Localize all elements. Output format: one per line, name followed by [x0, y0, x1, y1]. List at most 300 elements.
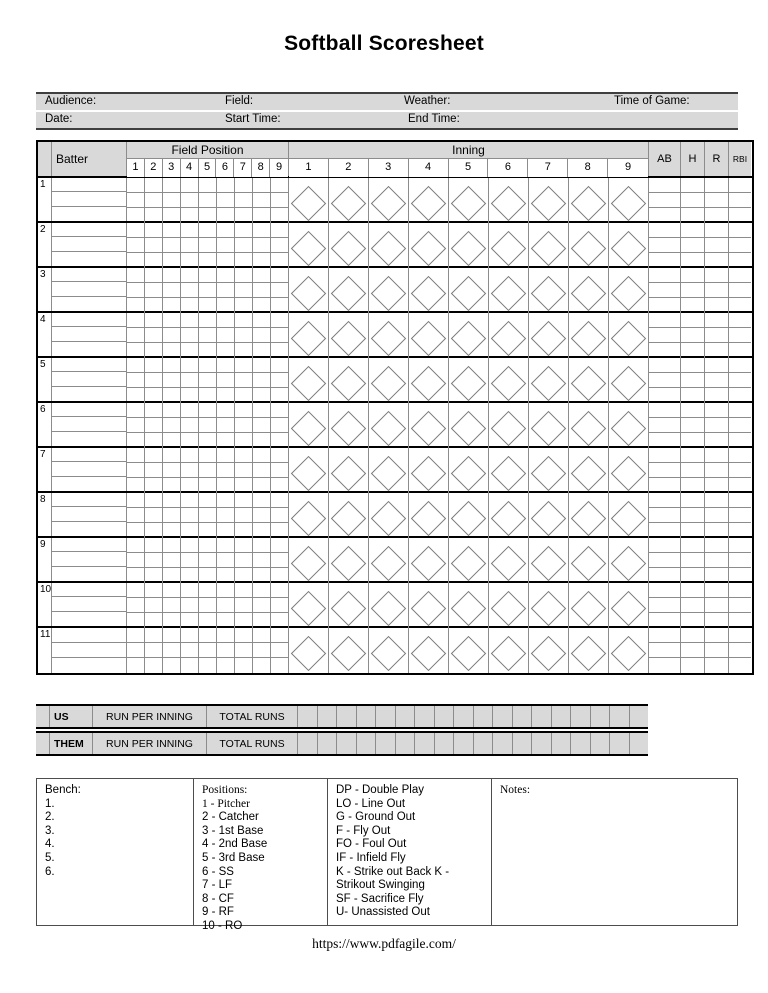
field-position-cell [271, 358, 289, 373]
base-diamond-icon [331, 546, 366, 581]
stat-cell [681, 643, 705, 658]
fp-header-number: 2 [145, 159, 163, 177]
base-diamond-icon [371, 411, 406, 446]
inning-cell [609, 223, 649, 268]
totals-blank-cell [571, 733, 591, 754]
bench-item: 5. [45, 851, 55, 864]
field-position-cell [181, 448, 199, 463]
field-position-cell [163, 598, 181, 613]
batter-number-cell: 9 [38, 538, 52, 581]
totals-blank-cell [610, 733, 630, 754]
stat-cell [649, 598, 681, 613]
inning-cell [369, 403, 409, 448]
field-position-cell [163, 343, 181, 358]
field-position-grid [127, 358, 289, 401]
fp-header-number: 3 [163, 159, 181, 177]
field-position-grid [127, 268, 289, 311]
inning-cell [609, 403, 649, 448]
field-position-cell [127, 553, 145, 568]
stat-cell [649, 628, 681, 643]
base-diamond-icon [491, 546, 526, 581]
field-position-cell [145, 553, 163, 568]
stat-cell [681, 508, 705, 523]
totals-blank-cell [337, 733, 357, 754]
field-position-grid [127, 493, 289, 536]
inning-cell [289, 538, 329, 583]
base-diamond-icon [531, 546, 566, 581]
batter-name-line [52, 237, 126, 251]
inning-cell [529, 223, 569, 268]
field-position-cell [181, 463, 199, 478]
inning-cell [489, 403, 529, 448]
inning-cell [489, 493, 529, 538]
totals-blank-cell [493, 706, 513, 727]
field-position-cell [253, 493, 271, 508]
stat-cell [729, 478, 751, 493]
totals-blank-cell [396, 706, 416, 727]
stat-cell [729, 328, 751, 343]
stat-cell [681, 313, 705, 328]
field-position-cell [253, 583, 271, 598]
field-position-cell [235, 283, 253, 298]
field-position-cell [181, 613, 199, 628]
field-position-cell [145, 523, 163, 538]
batter-name-line [52, 282, 126, 296]
field-position-cell [217, 283, 235, 298]
stat-cell [649, 208, 681, 223]
field-position-cell [235, 193, 253, 208]
field-position-cell [217, 568, 235, 583]
field-position-cell [163, 448, 181, 463]
batter-number-cell: 10 [38, 583, 52, 626]
inning-cell [529, 628, 569, 673]
inning-cell [409, 493, 449, 538]
batter-name-line [52, 462, 126, 476]
field-position-cell [163, 553, 181, 568]
totals-blank-cell [493, 733, 513, 754]
stats-grid [649, 403, 751, 446]
stat-cell [705, 403, 729, 418]
inning-cell [409, 583, 449, 628]
field-position-cell [127, 403, 145, 418]
field-position-cell [181, 583, 199, 598]
field-position-cell [163, 478, 181, 493]
field-position-cell [253, 403, 271, 418]
field-position-cell [145, 268, 163, 283]
field-position-cell [145, 508, 163, 523]
field-position-cell [235, 628, 253, 643]
stat-cell [649, 613, 681, 628]
stat-cell [681, 298, 705, 313]
base-diamond-icon [371, 636, 406, 671]
batter-name-line [52, 432, 126, 446]
abbreviation-item: K - Strike out Back K - Strikout Swinging [336, 865, 450, 892]
stat-cell [681, 178, 705, 193]
field-position-grid [127, 628, 289, 673]
field-position-cell [127, 508, 145, 523]
base-diamond-icon [571, 366, 606, 401]
field-position-cell [127, 538, 145, 553]
field-position-cell [235, 403, 253, 418]
batter-name-line [52, 252, 126, 266]
stat-cell [681, 343, 705, 358]
stat-cell [705, 508, 729, 523]
field-position-cell [271, 523, 289, 538]
field-position-cell [253, 298, 271, 313]
base-diamond-icon [611, 276, 646, 311]
total-runs-label: TOTAL RUNS [207, 706, 298, 727]
inning-cell [449, 448, 489, 493]
field-position-cell [181, 268, 199, 283]
stats-grid [649, 493, 751, 536]
notes-column [491, 779, 737, 925]
game-info-bar [36, 92, 738, 130]
stat-cell [705, 328, 729, 343]
fp-header-number: 1 [127, 159, 145, 177]
field-position-grid [127, 403, 289, 446]
field-position-cell [217, 583, 235, 598]
field-position-cell [235, 463, 253, 478]
field-position-cell [253, 193, 271, 208]
field-position-cell [127, 298, 145, 313]
stat-cell [705, 208, 729, 223]
inning-cell [409, 628, 449, 673]
stat-cell [705, 613, 729, 628]
field-position-cell [181, 643, 199, 658]
base-diamond-icon [611, 456, 646, 491]
base-diamond-icon [451, 501, 486, 536]
field-position-cell [163, 193, 181, 208]
field-position-cell [217, 553, 235, 568]
stat-cell [729, 643, 751, 658]
field-position-cell [235, 388, 253, 403]
inning-cell [569, 448, 609, 493]
inning-header-number: 3 [369, 159, 409, 177]
batter-name-line [52, 297, 126, 311]
inning-cell [289, 448, 329, 493]
stat-cell [649, 568, 681, 583]
field-position-cell [163, 268, 181, 283]
base-diamond-icon [451, 321, 486, 356]
stat-cell [681, 523, 705, 538]
stat-cell [729, 223, 751, 238]
inning-cell [569, 583, 609, 628]
base-diamond-icon [571, 456, 606, 491]
base-diamond-icon [411, 591, 446, 626]
batter-block [38, 403, 752, 448]
stats-grid [649, 358, 751, 401]
field-position-cell [199, 583, 217, 598]
field-position-cell [181, 373, 199, 388]
field-position-cell [163, 178, 181, 193]
totals-blank-cell [474, 706, 494, 727]
inning-cell [569, 178, 609, 223]
inning-cell [369, 313, 409, 358]
batter-block [38, 268, 752, 313]
stat-cell [681, 568, 705, 583]
base-diamond-icon [531, 276, 566, 311]
stat-cell [729, 253, 751, 268]
inning-cell [449, 178, 489, 223]
field-position-cell [181, 328, 199, 343]
totals-number-cell [36, 706, 50, 727]
base-diamond-icon [611, 636, 646, 671]
inning-cell [569, 223, 609, 268]
field-position-cell [271, 283, 289, 298]
field-label: Field: [225, 95, 254, 107]
field-position-cell [217, 298, 235, 313]
inning-cell [289, 403, 329, 448]
stat-cell [705, 658, 729, 673]
inning-cell [489, 313, 529, 358]
base-diamond-icon [491, 366, 526, 401]
field-position-cell [163, 538, 181, 553]
batter-name-line [52, 313, 126, 327]
field-position-grid [127, 583, 289, 626]
field-position-cell [199, 478, 217, 493]
base-diamond-icon [571, 411, 606, 446]
field-position-header-group [127, 142, 289, 176]
batter-block [38, 493, 752, 538]
run-per-inning-label: RUN PER INNING [93, 706, 207, 727]
field-position-cell [217, 238, 235, 253]
field-position-cell [163, 373, 181, 388]
inning-cell [529, 178, 569, 223]
base-diamond-icon [411, 501, 446, 536]
field-position-cell [127, 583, 145, 598]
position-item: 2 - Catcher [202, 811, 259, 824]
field-position-cell [235, 268, 253, 283]
inning-cell [369, 223, 409, 268]
field-position-cell [217, 343, 235, 358]
field-position-cell [127, 313, 145, 328]
stat-cell [681, 463, 705, 478]
abbreviation-item: DP - Double Play [336, 784, 424, 796]
inning-cell [489, 448, 529, 493]
field-position-cell [181, 253, 199, 268]
base-diamond-icon [491, 186, 526, 221]
totals-row-them [36, 731, 648, 756]
stat-cell [705, 538, 729, 553]
field-position-cell [145, 418, 163, 433]
field-position-cell [163, 328, 181, 343]
field-position-cell [271, 238, 289, 253]
inning-cell [489, 268, 529, 313]
inning-cell [489, 358, 529, 403]
base-diamond-icon [491, 321, 526, 356]
stat-cell [729, 628, 751, 643]
inning-cell [409, 358, 449, 403]
stat-cell [649, 253, 681, 268]
inning-header-number: 9 [625, 161, 632, 173]
field-position-cell [217, 388, 235, 403]
field-position-cell [181, 493, 199, 508]
field-position-cell [199, 193, 217, 208]
field-position-grid [127, 538, 289, 581]
totals-blank-cell [435, 733, 455, 754]
bench-item: 6. [45, 865, 55, 878]
field-position-cell [235, 508, 253, 523]
inning-header-number: 5 [449, 159, 489, 177]
stat-cell [681, 283, 705, 298]
abbreviation-item: FO - Foul Out [336, 838, 407, 851]
field-position-cell [199, 178, 217, 193]
stat-cell [649, 373, 681, 388]
field-position-cell [235, 178, 253, 193]
field-position-cell [235, 433, 253, 448]
stat-cell [705, 298, 729, 313]
stat-cell [729, 373, 751, 388]
bench-item: 3. [45, 824, 55, 837]
field-position-cell [181, 388, 199, 403]
field-position-cell [181, 343, 199, 358]
totals-blank-cell [513, 733, 533, 754]
field-position-cell [145, 583, 163, 598]
base-diamond-icon [451, 456, 486, 491]
info-row-1 [36, 94, 738, 110]
inning-header-number: 1 [289, 159, 329, 177]
inning-header-number: 8 [568, 159, 608, 177]
stats-grid [649, 313, 751, 356]
base-diamond-icon [611, 501, 646, 536]
batter-name-cell [52, 178, 127, 221]
inning-cell [329, 223, 369, 268]
field-position-cell [253, 598, 271, 613]
field-position-cell [163, 628, 181, 643]
base-diamond-icon [571, 546, 606, 581]
field-position-cell [145, 283, 163, 298]
totals-blank-cell [610, 706, 630, 727]
run-per-inning-label: RUN PER INNING [93, 733, 207, 754]
batter-name-line [52, 597, 126, 611]
base-diamond-icon [371, 546, 406, 581]
field-position-cell [145, 568, 163, 583]
stat-cell [681, 373, 705, 388]
field-position-cell [199, 568, 217, 583]
stat-cell [649, 313, 681, 328]
field-position-cell [199, 268, 217, 283]
field-position-cell [127, 358, 145, 373]
audience-label: Audience: [45, 95, 97, 107]
field-position-cell [181, 208, 199, 223]
field-position-cell [145, 478, 163, 493]
field-position-cell [181, 313, 199, 328]
field-position-cell [181, 508, 199, 523]
field-position-cell [235, 208, 253, 223]
base-diamond-icon [451, 636, 486, 671]
field-position-cell [217, 508, 235, 523]
stats-grid [649, 178, 751, 221]
base-diamond-icon [571, 636, 606, 671]
field-position-cell [253, 658, 271, 673]
base-diamond-icon [451, 186, 486, 221]
field-position-cell [253, 268, 271, 283]
stat-cell [681, 208, 705, 223]
stat-cell [649, 538, 681, 553]
stat-cell [729, 658, 751, 673]
stat-cell [729, 493, 751, 508]
stat-cell [705, 523, 729, 538]
stat-cell [705, 598, 729, 613]
stat-cell [681, 478, 705, 493]
inning-cell [529, 268, 569, 313]
totals-blank-cell [532, 733, 552, 754]
field-position-cell [181, 193, 199, 208]
field-position-cell [271, 448, 289, 463]
stats-grid [649, 583, 751, 626]
field-position-cell [217, 478, 235, 493]
field-position-cell [145, 238, 163, 253]
base-diamond-icon [411, 321, 446, 356]
table-body [38, 178, 752, 673]
totals-blank-cell [454, 733, 474, 754]
stat-cell [681, 583, 705, 598]
base-diamond-icon [411, 186, 446, 221]
field-position-cell [235, 478, 253, 493]
field-position-cell [271, 658, 289, 673]
field-position-cell [145, 658, 163, 673]
base-diamond-icon [451, 591, 486, 626]
stat-cell [705, 223, 729, 238]
batter-number-cell: 5 [38, 358, 52, 401]
totals-blank-cell [357, 733, 377, 754]
field-position-cell [199, 343, 217, 358]
stat-cell [705, 193, 729, 208]
inning-cell [369, 583, 409, 628]
field-position-cell [235, 583, 253, 598]
field-position-cell [235, 523, 253, 538]
batter-name-cell [52, 313, 127, 356]
base-diamond-icon [291, 456, 326, 491]
field-position-cell [217, 523, 235, 538]
totals-blank-cell [435, 706, 455, 727]
inning-cell [409, 448, 449, 493]
inning-cell [449, 583, 489, 628]
field-position-cell [199, 253, 217, 268]
inning-header-number: 4 [409, 159, 449, 177]
start-time-label: Start Time: [225, 113, 281, 125]
inning-cell [329, 493, 369, 538]
inning-header-number: 6 [488, 159, 528, 177]
inning-cell [329, 628, 369, 673]
batter-name-line [52, 207, 126, 221]
batter-number-cell: 7 [38, 448, 52, 491]
position-item: 5 - 3rd Base [202, 851, 265, 864]
position-item: 3 - 1st Base [202, 824, 264, 837]
field-position-cell [163, 418, 181, 433]
field-position-cell [181, 658, 199, 673]
stat-cell [729, 433, 751, 448]
inning-header-label: Inning [289, 142, 648, 159]
field-position-cell [253, 343, 271, 358]
stat-cell [649, 283, 681, 298]
stat-cell [729, 343, 751, 358]
base-diamond-icon [291, 276, 326, 311]
field-position-cell [163, 568, 181, 583]
field-position-cell [127, 373, 145, 388]
stat-cell [649, 193, 681, 208]
batter-name-cell [52, 583, 127, 626]
stat-cell [729, 448, 751, 463]
field-position-cell [235, 598, 253, 613]
field-position-cell [217, 268, 235, 283]
base-diamond-icon [331, 636, 366, 671]
field-position-cell [127, 568, 145, 583]
r-header-cell: R [705, 142, 729, 176]
stat-cell [705, 238, 729, 253]
field-position-cell [253, 463, 271, 478]
inning-cell [409, 538, 449, 583]
